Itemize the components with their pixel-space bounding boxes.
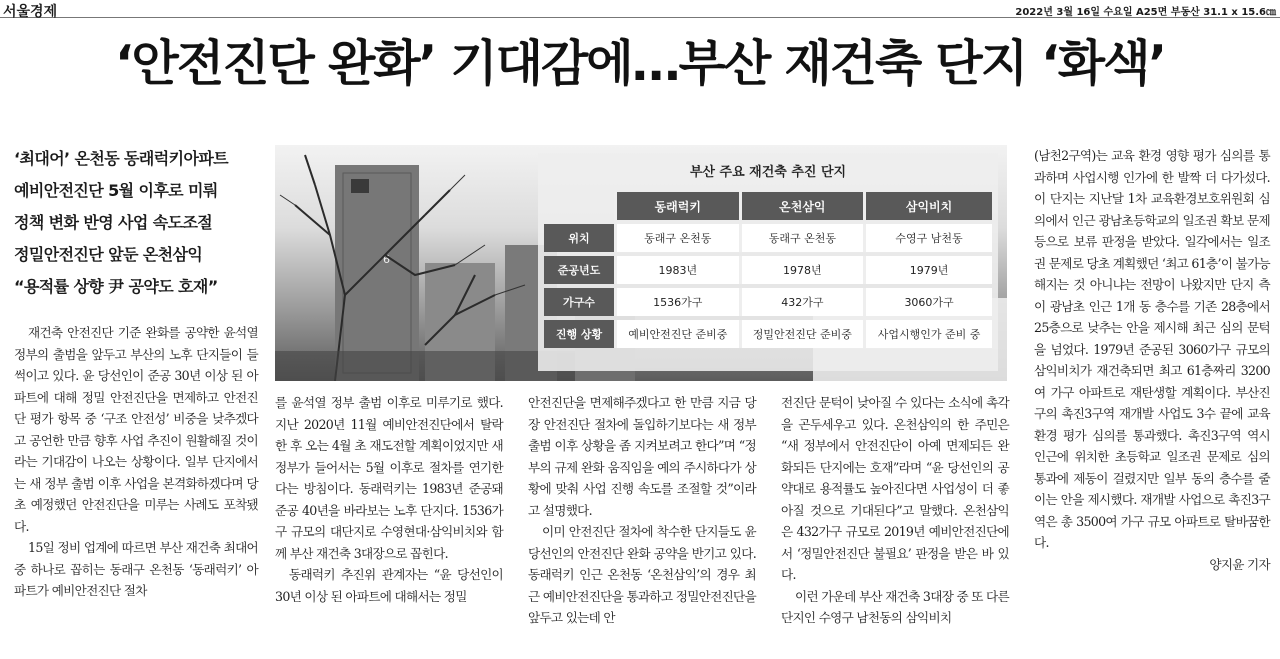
article-paragraph: 전진단 문턱이 낮아질 수 있다는 소식에 촉각을 곤두세우고 있다. 온천삼익의 한 주민은 “새 정부에서 안전진단이 아예 면제되든 완화되든 단지에는 호재”라며 “윤 당선인의 공약대로 용적률도 높아진다면 사업성이 더 좋아질 것으로 기대된다”고 말했다. 온천삼익은 432가구 규모로 2019년 예비안전진단에서 ‘정밀안전진단 불필요’ 판정을 받은 바 있다.: [781, 395, 1009, 582]
svg-text:6: 6: [383, 253, 390, 266]
reconstruction-table-panel: [538, 153, 998, 371]
article-paragraph: 15일 정비 업계에 따르면 부산 재건축 최대어 중 하나로 꼽히는 동래구 온천동 ‘동래럭키’ 아파트가 예비안전진단 절차: [14, 540, 258, 598]
subhead: 예비안전진단 5월 이후로 미뤄: [14, 181, 218, 200]
article-column-4: [781, 392, 1009, 629]
article-column-2: [275, 392, 503, 607]
table-row: [544, 288, 992, 316]
table-row: [544, 224, 992, 252]
article-column-1: [14, 322, 258, 602]
column-header: 동래럭키: [614, 192, 739, 220]
article-paragraph: 동래럭키 추진위 관계자는 “윤 당선인이 30년 이상 된 아파트에 대해서는 정밀: [275, 567, 503, 604]
table-cell: 정밀안전진단 준비중: [739, 320, 864, 348]
row-header: 가구수: [544, 288, 614, 316]
article-paragraph: 를 윤석열 정부 출범 이후로 미루기로 했다. 지난 2020년 11월 예비안전진단에서 탈락한 후 오는 4월 초 재도전할 계획이었지만 새 정부가 들어서는 5월 이후로 절차를 연기한다는 방침이다. 동래럭키는 1983년 준공돼 준공 40년을 바라보는 노후 단지다. 1536가구 규모의 대단지로 수영현대·삼익비치와 함께 부산 재건축 3대장으로 꼽힌다.: [275, 395, 503, 561]
table-cell: 수영구 남천동: [863, 224, 992, 252]
info-table-title: 부산 주요 재건축 추진 단지: [689, 165, 847, 180]
table-row: [544, 256, 992, 284]
subhead: “용적률 상향 尹 공약도 호재”: [14, 277, 218, 296]
masthead: [0, 0, 1280, 18]
reconstruction-table: [544, 188, 992, 352]
article-paragraph: 재건축 안전진단 기준 완화를 공약한 윤석열 정부의 출범을 앞두고 부산의 노후 단지들이 들썩이고 있다. 윤 당선인이 준공 30년 이상 된 아파트에 대해 정밀 안전진단을 면제하고 안전진단 평가 항목 중 ‘구조 안전성’ 비중을 낮추겠다고 공언한 만큼 향후 사업 추진이 원활해질 것이라는 기대감이 나오는 상황이다. 일부 단지에서는 새 정부 출범 이후 사업을 본격화하겠다며 당초 예정했던 안전진단을 미루는 사례도 포착됐다.: [14, 325, 258, 534]
column-header: 온천삼익: [739, 192, 864, 220]
table-cell: 1536가구: [614, 288, 739, 316]
subhead: 정책 변화 반영 사업 속도조절: [14, 213, 213, 232]
table-row: [544, 320, 992, 348]
table-cell: 동래구 온천동: [739, 224, 864, 252]
table-cell: 사업시행인가 준비 중: [863, 320, 992, 348]
row-header: 준공년도: [544, 256, 614, 284]
article-paragraph: (남천2구역)는 교육 환경 영향 평가 심의를 통과하며 사업시행 인가에 한 발짝 더 다가섰다. 이 단지는 지난달 1차 교육환경보호위원회 심의에서 인근 광남초등학교의 일조권 확보 문제 등으로 보류 판정을 받았다. 일각에서는 일조권 문제로 당초 계획했던 ‘최고 61층’이 불가능해지는 것 아니냐는 전망이 나왔지만 단지 측이 광남초 인근 1개 동 층수를 기존 28층에서 25층으로 낮추는 안을 제시해 최근 심의 문턱을 넘었다. 1979년 준공된 3060가구 규모의 삼익비치가 재건축되면 최고 61층짜리 3200여 가구 아파트로 재탄생할 계획이다. 부산진구의 촉진3구역 재개발 사업도 3수 끝에 교육 환경 평가 심의를 통과했다. 촉진3구역 역시 인근에 위치한 초등학교 일조권 문제로 심의 통과에 제동이 걸렸지만 일부 동의 층수를 줄이는 안을 제시했다. 재개발 사업으로 촉진3구역은 총 3500여 가구 규모 아파트로 탈바꿈한다.: [1034, 148, 1270, 550]
subhead: ‘최대어’ 온천동 동래럭키아파트: [14, 149, 229, 168]
column-header: 삼익비치: [863, 192, 992, 220]
table-cell: 432가구: [739, 288, 864, 316]
paper-name: 서울경제: [3, 4, 58, 20]
table-corner: [544, 192, 614, 220]
article-column-5: [1034, 145, 1270, 575]
table-cell: 1978년: [739, 256, 864, 284]
table-cell: 예비안전진단 준비중: [614, 320, 739, 348]
table-cell: 1983년: [614, 256, 739, 284]
subheads: [14, 143, 264, 303]
article-column-3: [528, 392, 756, 629]
row-header: 진행 상황: [544, 320, 614, 348]
headline: ‘안전진단 완화’ 기대감에…부산 재건축 단지 ‘화색’: [114, 35, 1166, 92]
article-paragraph: 이미 안전진단 절차에 착수한 단지들도 윤 당선인의 안전진단 완화 공약을 반기고 있다. 동래럭키 인근 온천동 ‘온천삼익’의 경우 최근 예비안전진단을 통과하고 정밀안전진단을 앞두고 있는데 안: [528, 524, 756, 625]
table-cell: 3060가구: [863, 288, 992, 316]
article-paragraph: 이런 가운데 부산 재건축 3대장 중 또 다른 단지인 수영구 남천동의 삼익비치: [781, 588, 1009, 625]
table-cell: 동래구 온천동: [614, 224, 739, 252]
table-header-row: [544, 192, 992, 220]
table-cell: 1979년: [863, 256, 992, 284]
subhead: 정밀안전진단 앞둔 온천삼익: [14, 245, 203, 264]
row-header: 위치: [544, 224, 614, 252]
article-paragraph: 안전진단을 면제해주겠다고 한 만큼 지금 당장 안전진단 절차에 돌입하기보다는 새 정부 출범 이후 상황을 좀 지켜보려고 한다”며 “정부의 규제 완화 움직임을 예의 주시하다가 상황에 맞춰 사업 진행 속도를 조절할 것”이라고 설명했다.: [528, 395, 756, 518]
byline: 양지윤 기자: [1209, 556, 1270, 572]
edition-info: 2022년 3월 16일 수요일 A25면 부동산 31.1 x 15.6㎝: [1015, 7, 1276, 18]
